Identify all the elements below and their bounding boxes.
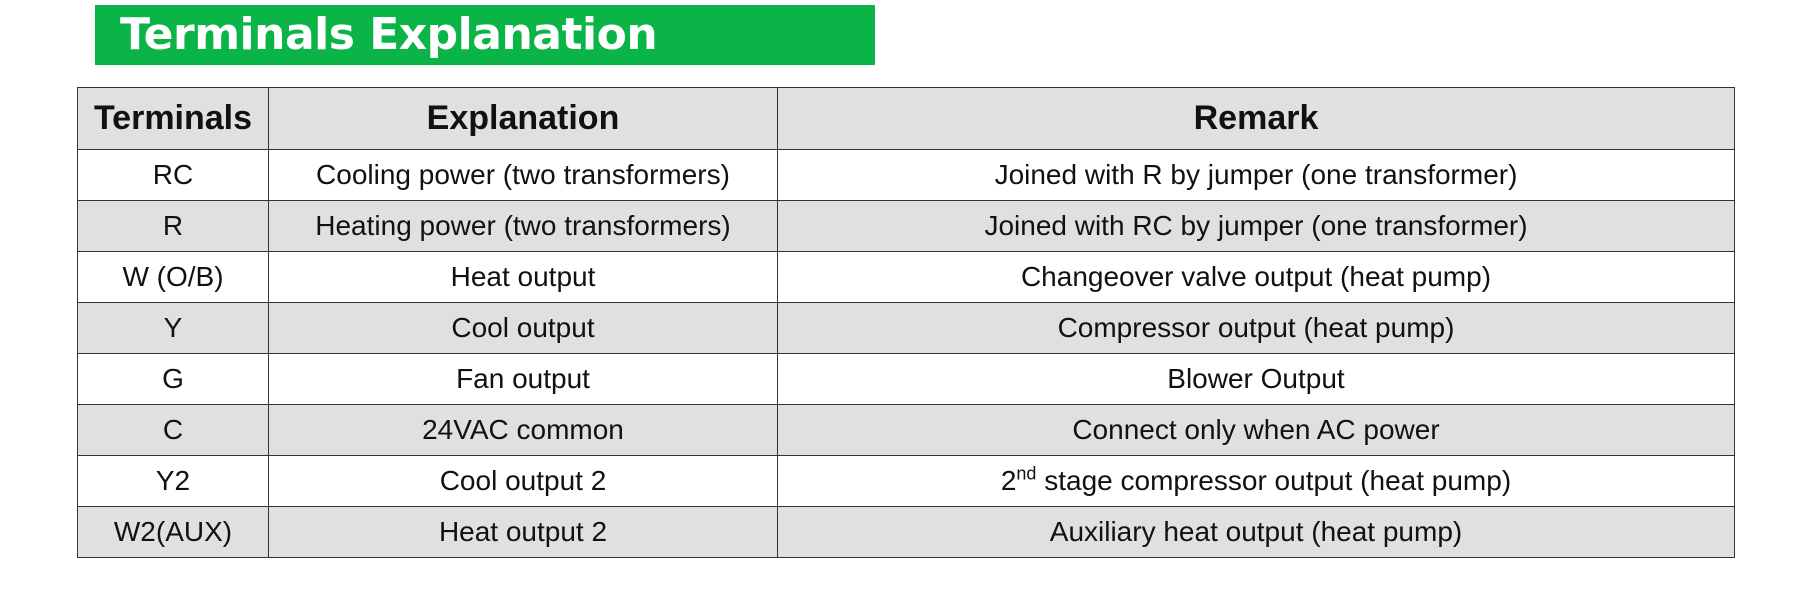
remark-cell: Joined with R by jumper (one transformer) xyxy=(778,150,1735,201)
remark-cell xyxy=(778,456,1735,507)
terminal-cell: C xyxy=(78,405,269,456)
remark-text: stage compressor output (heat pump) xyxy=(1036,465,1512,496)
remark-ordinal: 2 xyxy=(1000,465,1017,496)
terminal-cell: W2(AUX) xyxy=(78,507,269,558)
terminal-cell: R xyxy=(78,201,269,252)
remark-cell: Connect only when AC power xyxy=(778,405,1735,456)
explanation-cell: Heat output xyxy=(269,252,778,303)
terminal-cell: G xyxy=(78,354,269,405)
remark-cell: Compressor output (heat pump) xyxy=(778,303,1735,354)
table-row xyxy=(78,303,1735,354)
title-banner xyxy=(95,5,875,65)
terminal-cell: W (O/B) xyxy=(78,252,269,303)
explanation-cell: Cool output 2 xyxy=(269,456,778,507)
table-row xyxy=(78,354,1735,405)
table-row xyxy=(78,405,1735,456)
header-terminals: Terminals xyxy=(78,88,269,150)
table-header-row xyxy=(78,88,1735,150)
explanation-cell: 24VAC common xyxy=(269,405,778,456)
terminals-table xyxy=(77,87,1735,558)
table-row xyxy=(78,252,1735,303)
table-row xyxy=(78,456,1735,507)
table-row xyxy=(78,150,1735,201)
explanation-cell: Heating power (two transformers) xyxy=(269,201,778,252)
terminal-cell: Y2 xyxy=(78,456,269,507)
remark-cell: Blower Output xyxy=(778,354,1735,405)
terminal-cell: Y xyxy=(78,303,269,354)
remark-ordinal-suffix: nd xyxy=(1016,463,1037,484)
explanation-cell: Fan output xyxy=(269,354,778,405)
remark-cell: Auxiliary heat output (heat pump) xyxy=(778,507,1735,558)
remark-cell: Changeover valve output (heat pump) xyxy=(778,252,1735,303)
header-explanation: Explanation xyxy=(269,88,778,150)
header-remark: Remark xyxy=(778,88,1735,150)
table-row xyxy=(78,507,1735,558)
terminal-cell: RC xyxy=(78,150,269,201)
explanation-cell: Cooling power (two transformers) xyxy=(269,150,778,201)
remark-cell: Joined with RC by jumper (one transformer) xyxy=(778,201,1735,252)
page-title: Terminals Explanation xyxy=(120,9,658,60)
explanation-cell: Heat output 2 xyxy=(269,507,778,558)
explanation-cell: Cool output xyxy=(269,303,778,354)
table-row xyxy=(78,201,1735,252)
